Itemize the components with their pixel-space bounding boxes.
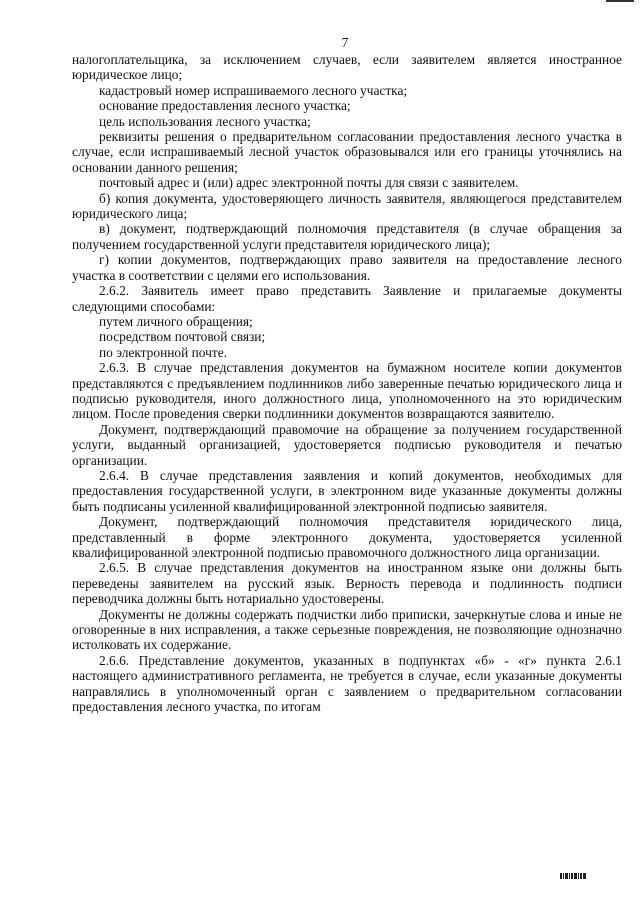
paragraph-email: по электронной почте.: [99, 344, 228, 360]
paragraph-representative-e-document: Документ, подтверждающий полномочия представителя юридического лица, представленный в форме электронного документа, удостоверяется усиленной квалифицированной электронной подписью правомочного должностного лица организации.: [72, 514, 622, 560]
paragraph-item-g: г) копии документов, подтверждающих право заявителя на предоставление лесного участка в соответствии с целями его использования.: [72, 252, 622, 283]
paragraph-2-6-4: 2.6.4. В случае представления заявления и копий документов, необходимых для предоставления государственной услуги, в электронном виде указанные документы должны быть подписаны усиленной квалифицированной электронной подписью заявителя.: [72, 467, 622, 514]
paragraph-item-b: б) копия документа, удостоверяющего личность заявителя, являющегося представителем юридического лица;: [72, 190, 622, 222]
paragraph-2-6-5: 2.6.5. В случае представления документов на иностранном языке они должны быть переведены заявителем на русский язык. Верность перевода и подлинность подписи переводчика должны быть нотариально удостоверены.: [72, 560, 622, 607]
paragraph-item-v: в) документ, подтверждающий полномочия представителя (в случае обращения за получением государственной услуги представителя юридического лица);: [72, 221, 622, 252]
paragraph-2-6-3: 2.6.3. В случае представления документов на бумажном носителе копии документов представляются с предъявлением подлинников либо заверенные печатью юридического лица и подписью руководителя, иного должностного лица, уполномоченного на это юридическим лицом. После проведения сверки подлинники документов возвращаются заявителю.: [72, 360, 622, 422]
paragraph-cadastral-number: кадастровый номер испрашиваемого лесного участка;: [99, 82, 408, 98]
document-body: [72, 52, 622, 714]
page-number: 7: [341, 35, 349, 50]
barcode-mark: [560, 873, 586, 879]
paragraph-taxpayer-continuation: налогоплательщика, за исключением случаев, если заявителем является иностранное юридическое лицо;: [72, 52, 622, 83]
paragraph-authority-document: Документ, подтверждающий правомочие на обращение за получением государственной услуги, выданный организацией, удостоверяется подписью руководителя и печатью организации.: [72, 421, 622, 468]
paragraph-decision-details: реквизиты решения о предварительном согласовании предоставления лесного участка в случае, если испрашиваемый лесной участок образовывался или его границы уточнялись на основании данного решения;: [72, 129, 622, 175]
paragraph-contact-address: почтовый адрес и (или) адрес электронной почты для связи с заявителем.: [99, 175, 519, 191]
paragraph-no-corrections: Документы не должны содержать подчистки либо приписки, зачеркнутые слова и иные не оговоренные в них исправления, а также серьезные повреждения, не позволяющие однозначно истолковать их содержание.: [72, 606, 622, 653]
paragraph-personal-visit: путем личного обращения;: [99, 313, 253, 329]
paragraph-2-6-6: 2.6.6. Представление документов, указанных в подпунктах «б» - «г» пункта 2.6.1 настоящего административного регламента, не требуется в случае, если указанные документы направлялись в уполномоченный орган с заявлением о предварительном согласовании предоставления лесного участка, по итогам: [72, 652, 622, 715]
paragraph-2-6-2: 2.6.2. Заявитель имеет право представить Заявление и прилагаемые документы следующими способами:: [72, 283, 622, 314]
scan-edge-mark: [606, 0, 634, 2]
paragraph-purpose: цель использования лесного участка;: [99, 113, 311, 129]
paragraph-postal: посредством почтовой связи;: [99, 329, 266, 345]
paragraph-grounds: основание предоставления лесного участка;: [99, 98, 351, 114]
